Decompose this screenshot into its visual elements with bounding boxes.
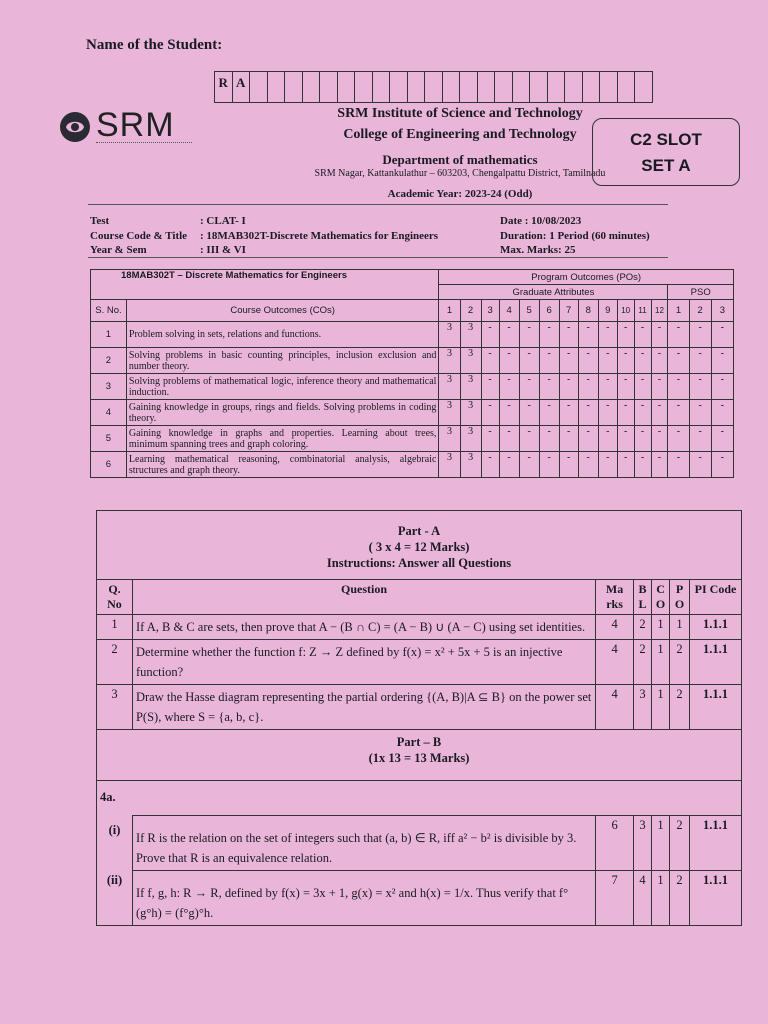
co-mapping-value: 3 <box>460 452 481 478</box>
po-col-header: P O <box>670 580 690 615</box>
qno-header: Q. No <box>97 580 133 615</box>
co-mapping-value: - <box>499 426 519 452</box>
co-mapping-value: 3 <box>460 374 481 400</box>
co-row <box>91 322 734 348</box>
question-row <box>97 640 742 685</box>
co-mapping-value: 3 <box>460 322 481 348</box>
part-b-question-row <box>97 816 742 871</box>
co-mapping-value: - <box>711 400 733 426</box>
po-col: 3 <box>481 300 499 322</box>
co-mapping-value: - <box>499 374 519 400</box>
co-mapping-value: - <box>559 374 578 400</box>
pso-col: 2 <box>689 300 711 322</box>
po-col: 4 <box>499 300 519 322</box>
question-bl: 2 <box>634 640 652 685</box>
co-mapping-value: - <box>539 400 559 426</box>
co-mapping-value: - <box>559 322 578 348</box>
slot-box <box>592 118 740 186</box>
part-b-co: 1 <box>652 871 670 926</box>
question-marks: 4 <box>596 685 634 730</box>
co-sno: 2 <box>91 348 127 374</box>
pi-header: PI Code <box>690 580 742 615</box>
question-text: If A, B & C are sets, then prove that A − (B ∩ C) = (A − B) ∪ (A − C) using set identities. <box>132 615 595 640</box>
co-mapping-value: - <box>651 426 668 452</box>
co-sno: 5 <box>91 426 127 452</box>
course-outcomes-table <box>90 269 734 478</box>
co-mapping-value: - <box>617 374 634 400</box>
divider <box>88 257 668 258</box>
slot-label: C2 SLOT <box>630 130 702 149</box>
co-mapping-value: 3 <box>460 348 481 374</box>
register-cell: R <box>215 72 233 102</box>
question-po: 2 <box>670 685 690 730</box>
register-cell <box>460 72 478 102</box>
institution-address: SRM Nagar, Kattankulathur – 603203, Chengalpattu District, Tamilnadu <box>314 168 606 179</box>
pso-header: PSO <box>668 285 734 300</box>
co-mapping-value: - <box>651 452 668 478</box>
question-row <box>97 685 742 730</box>
co-mapping-value: - <box>668 426 689 452</box>
co-mapping-value: 3 <box>439 348 460 374</box>
part-b-bl: 3 <box>634 816 652 871</box>
question-pi-code: 1.1.1 <box>690 685 742 730</box>
register-cell <box>565 72 583 102</box>
part-b-co: 1 <box>652 816 670 871</box>
co-mapping-value: - <box>689 400 711 426</box>
co-mapping-value: 3 <box>460 400 481 426</box>
question-marks: 4 <box>596 615 634 640</box>
question-marks: 4 <box>596 640 634 685</box>
register-cell <box>530 72 548 102</box>
co-row <box>91 374 734 400</box>
register-cell <box>303 72 321 102</box>
part-b-marks: 6 <box>596 816 634 871</box>
co-mapping-value: - <box>651 400 668 426</box>
co-row <box>91 426 734 452</box>
question-co: 1 <box>652 615 670 640</box>
po-col: 6 <box>539 300 559 322</box>
question-number: 2 <box>97 640 133 685</box>
co-mapping-value: - <box>711 452 733 478</box>
co-mapping-value: - <box>689 322 711 348</box>
co-mapping-value: - <box>668 374 689 400</box>
co-mapping-value: - <box>634 348 651 374</box>
co-mapping-value: - <box>598 400 617 426</box>
marks-header: Ma rks <box>596 580 634 615</box>
part-b-po: 2 <box>670 871 690 926</box>
po-col: 11 <box>634 300 651 322</box>
co-mapping-value: - <box>634 322 651 348</box>
co-mapping-value: - <box>539 322 559 348</box>
part-b-question-number: 4a. <box>100 789 116 804</box>
co-mapping-value: - <box>519 322 539 348</box>
institution-name: SRM Institute of Science and Technology <box>337 106 583 121</box>
part-b-pi-code: 1.1.1 <box>690 871 742 926</box>
co-mapping-value: 3 <box>439 400 460 426</box>
co-mapping-value: 3 <box>439 452 460 478</box>
co-mapping-value: - <box>711 426 733 452</box>
part-a-title: Part - A <box>397 524 441 538</box>
po-col: 10 <box>617 300 634 322</box>
co-mapping-value: - <box>481 452 499 478</box>
srm-emblem-icon <box>58 110 92 144</box>
co-mapping-value: - <box>539 374 559 400</box>
co-mapping-value: - <box>651 322 668 348</box>
co-row <box>91 452 734 478</box>
question-po: 1 <box>670 615 690 640</box>
logo-tagline-line <box>96 142 192 145</box>
co-mapping-value: - <box>711 348 733 374</box>
co-mapping-value: - <box>499 322 519 348</box>
sno-header: S. No. <box>91 300 127 322</box>
co-mapping-value: - <box>481 400 499 426</box>
co-mapping-value: - <box>651 374 668 400</box>
pso-col: 3 <box>711 300 733 322</box>
po-col: 9 <box>598 300 617 322</box>
set-label: SET A <box>641 156 691 175</box>
co-mapping-value: - <box>651 348 668 374</box>
po-col: 8 <box>578 300 598 322</box>
co-mapping-value: - <box>539 426 559 452</box>
register-cell <box>583 72 601 102</box>
question-bl: 3 <box>634 685 652 730</box>
co-description: Problem solving in sets, relations and functions. <box>126 322 439 348</box>
test-label: Test <box>90 215 110 227</box>
pso-col: 1 <box>668 300 689 322</box>
co-mapping-value: - <box>711 374 733 400</box>
co-mapping-value: - <box>617 348 634 374</box>
register-cell <box>268 72 286 102</box>
po-col: 1 <box>439 300 460 322</box>
part-b-question-row <box>97 871 742 926</box>
register-number-box <box>214 71 653 103</box>
co-mapping-value: - <box>634 374 651 400</box>
question-pi-code: 1.1.1 <box>690 640 742 685</box>
year-value: : III & VI <box>200 244 246 256</box>
register-cell <box>635 72 652 102</box>
part-b-title: Part – B <box>396 735 442 749</box>
part-b-question-text: If R is the relation on the set of integers such that (a, b) ∈ R, iff a² − b² is divisible by 3. Prove that R is an equivalence relation. <box>132 816 595 871</box>
bl-header: B L <box>634 580 652 615</box>
co-description: Gaining knowledge in groups, rings and fields. Solving problems in coding theory. <box>126 400 439 426</box>
po-col: 7 <box>559 300 578 322</box>
co-mapping-value: - <box>634 452 651 478</box>
question-header: Question <box>132 580 595 615</box>
exam-duration: Duration: 1 Period (60 minutes) <box>500 230 650 242</box>
co-mapping-value: - <box>578 322 598 348</box>
department-name: Department of mathematics <box>382 152 538 167</box>
question-number: 1 <box>97 615 133 640</box>
co-mapping-value: - <box>668 322 689 348</box>
co-description: Solving problems of mathematical logic, inference theory and mathematical induction. <box>126 374 439 400</box>
logo-wordmark: SRM <box>96 106 175 144</box>
register-cell <box>513 72 531 102</box>
po-header: Program Outcomes (POs) <box>439 270 734 285</box>
register-cell <box>495 72 513 102</box>
co-mapping-value: - <box>578 374 598 400</box>
co-mapping-value: - <box>689 348 711 374</box>
question-number: 3 <box>97 685 133 730</box>
co-mapping-value: - <box>559 400 578 426</box>
course-value: : 18MAB302T-Discrete Mathematics for Engineers <box>200 230 439 242</box>
register-cell <box>600 72 618 102</box>
co-mapping-value: - <box>559 452 578 478</box>
part-b-subpart: (i) <box>108 822 121 837</box>
co-col-header: C O <box>652 580 670 615</box>
student-name-label: Name of the Student: <box>86 37 223 53</box>
register-cell <box>408 72 426 102</box>
po-col: 5 <box>519 300 539 322</box>
register-cell <box>320 72 338 102</box>
question-co: 1 <box>652 685 670 730</box>
part-b-question-text: If f, g, h: R → R, defined by f(x) = 3x + 1, g(x) = x² and h(x) = 1/x. Thus verify that f°(g°h) = (f°g)°h. <box>132 871 595 926</box>
co-mapping-value: - <box>578 452 598 478</box>
college-name: College of Engineering and Technology <box>343 127 577 142</box>
co-course-title: 18MAB302T – Discrete Mathematics for Engineers <box>91 270 439 300</box>
part-b-bl: 4 <box>634 871 652 926</box>
register-cell <box>443 72 461 102</box>
co-mapping-value: - <box>617 322 634 348</box>
co-mapping-value: 3 <box>439 426 460 452</box>
co-sno: 6 <box>91 452 127 478</box>
question-paper-table <box>96 510 742 926</box>
question-pi-code: 1.1.1 <box>690 615 742 640</box>
co-description: Learning mathematical reasoning, combinatorial analysis, algebraic structures and graph theory. <box>126 452 439 478</box>
co-mapping-value: - <box>559 426 578 452</box>
co-mapping-value: - <box>559 348 578 374</box>
part-b-pi-code: 1.1.1 <box>690 816 742 871</box>
co-sno: 1 <box>91 322 127 348</box>
co-mapping-value: - <box>689 426 711 452</box>
question-row <box>97 615 742 640</box>
co-mapping-value: - <box>481 426 499 452</box>
co-mapping-value: - <box>519 452 539 478</box>
co-mapping-value: - <box>539 348 559 374</box>
register-cell <box>355 72 373 102</box>
question-co: 1 <box>652 640 670 685</box>
co-mapping-value: - <box>598 452 617 478</box>
co-mapping-value: - <box>481 348 499 374</box>
academic-year: Academic Year: 2023-24 (Odd) <box>387 188 533 200</box>
co-mapping-value: - <box>689 452 711 478</box>
co-mapping-value: - <box>481 374 499 400</box>
co-mapping-value: - <box>634 426 651 452</box>
max-marks: Max. Marks: 25 <box>500 244 576 256</box>
co-mapping-value: - <box>578 426 598 452</box>
register-cell <box>548 72 566 102</box>
co-mapping-value: - <box>519 426 539 452</box>
co-mapping-value: - <box>689 374 711 400</box>
co-row <box>91 348 734 374</box>
po-col: 12 <box>651 300 668 322</box>
part-a-marks: ( 3 x 4 = 12 Marks) <box>368 540 470 554</box>
co-header: Course Outcomes (COs) <box>126 300 439 322</box>
part-b-marks: (1x 13 = 13 Marks) <box>368 751 470 765</box>
co-description: Gaining knowledge in graphs and properties. Learning about trees, minimum spanning trees and graph coloring. <box>126 426 439 452</box>
part-b-subpart: (ii) <box>97 871 133 926</box>
ga-header: Graduate Attributes <box>439 285 668 300</box>
co-mapping-value: - <box>617 426 634 452</box>
question-text: Draw the Hasse diagram representing the partial ordering {(A, B)|A ⊆ B} on the power set P(S), where S = {a, b, c}. <box>132 685 595 730</box>
register-cell <box>373 72 391 102</box>
register-cell <box>338 72 356 102</box>
question-bl: 2 <box>634 615 652 640</box>
co-mapping-value: - <box>668 400 689 426</box>
divider <box>88 204 668 205</box>
co-mapping-value: - <box>598 322 617 348</box>
co-mapping-value: - <box>539 452 559 478</box>
co-mapping-value: - <box>578 348 598 374</box>
test-value: : CLAT- I <box>200 215 246 227</box>
co-mapping-value: - <box>668 452 689 478</box>
register-cell <box>425 72 443 102</box>
question-text: Determine whether the function f: Z → Z defined by f(x) = x² + 5x + 5 is an injective function? <box>132 640 595 685</box>
co-sno: 3 <box>91 374 127 400</box>
co-mapping-value: - <box>668 348 689 374</box>
part-b-po: 2 <box>670 816 690 871</box>
register-cell <box>478 72 496 102</box>
register-cell <box>250 72 268 102</box>
part-b-marks: 7 <box>596 871 634 926</box>
co-mapping-value: - <box>499 452 519 478</box>
co-mapping-value: - <box>617 452 634 478</box>
co-mapping-value: - <box>578 400 598 426</box>
register-cell <box>285 72 303 102</box>
co-mapping-value: - <box>634 400 651 426</box>
register-cell <box>390 72 408 102</box>
register-cell: A <box>233 72 251 102</box>
co-mapping-value: - <box>519 400 539 426</box>
part-a-instructions: Instructions: Answer all Questions <box>326 556 512 570</box>
co-mapping-value: - <box>481 322 499 348</box>
co-mapping-value: - <box>519 374 539 400</box>
part-b-spacer <box>97 781 742 816</box>
year-label: Year & Sem <box>90 244 147 256</box>
co-mapping-value: - <box>711 322 733 348</box>
srm-logo <box>58 108 198 148</box>
question-po: 2 <box>670 640 690 685</box>
co-mapping-value: - <box>519 348 539 374</box>
po-col: 2 <box>460 300 481 322</box>
co-mapping-value: - <box>617 400 634 426</box>
co-sno: 4 <box>91 400 127 426</box>
co-mapping-value: - <box>499 348 519 374</box>
co-mapping-value: 3 <box>460 426 481 452</box>
co-description: Solving problems in basic counting principles, inclusion exclusion and number theory. <box>126 348 439 374</box>
co-mapping-value: - <box>499 400 519 426</box>
course-label: Course Code & Title <box>90 230 188 242</box>
co-mapping-value: 3 <box>439 322 460 348</box>
co-row <box>91 400 734 426</box>
part-b-subpart-cell <box>97 789 133 871</box>
co-mapping-value: 3 <box>439 374 460 400</box>
co-mapping-value: - <box>598 348 617 374</box>
co-mapping-value: - <box>598 374 617 400</box>
register-cell <box>618 72 636 102</box>
co-mapping-value: - <box>598 426 617 452</box>
exam-date: Date : 10/08/2023 <box>500 215 582 227</box>
